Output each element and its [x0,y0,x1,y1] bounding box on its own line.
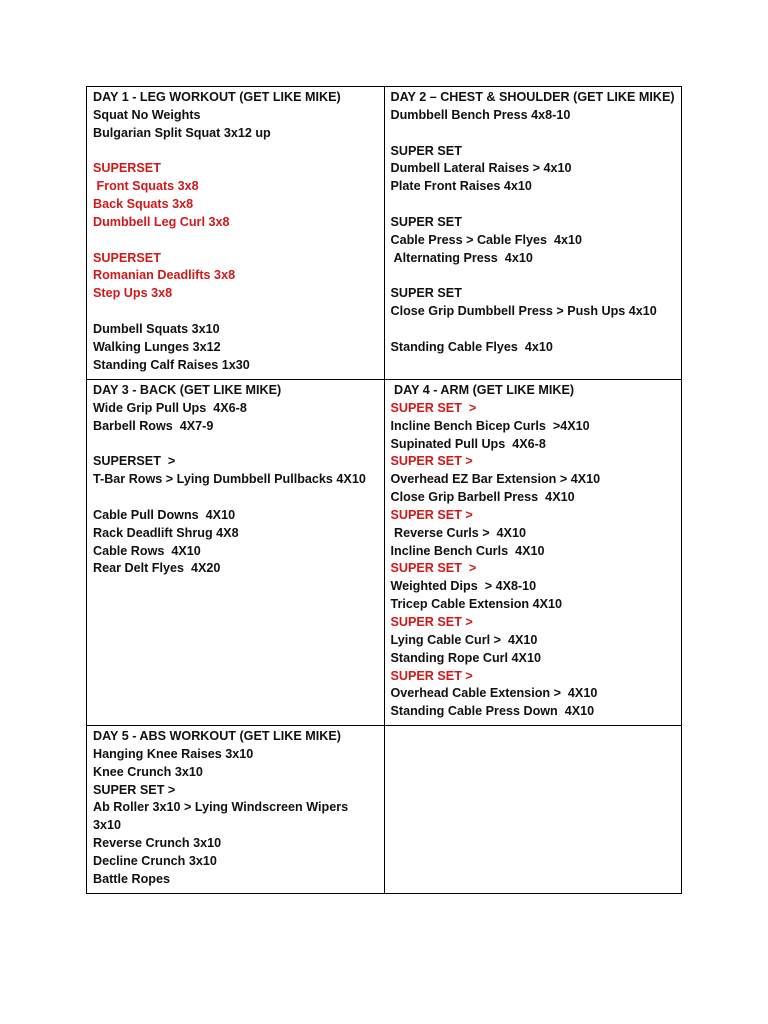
exercise-line: SUPERSET [93,250,161,265]
blank-line [93,489,378,507]
exercise-line: SUPERSET [93,161,161,176]
day-4-cell [384,380,682,726]
exercise-line: Romanian Deadlifts 3x8 [93,268,236,283]
exercise-line: Step Ups 3x8 [93,286,173,301]
exercise-line: Standing Rope Curl 4X10 [390,650,541,665]
exercise-line: Knee Crunch 3x10 [93,764,203,779]
exercise-line: Weighted Dips > 4X8-10 [390,579,537,594]
exercise-line: Lying Cable Curl > 4X10 [390,632,538,647]
exercise-line: SUPER SET > [390,668,473,683]
exercise-line: Barbell Rows 4X7-9 [93,418,214,433]
exercise-line: Supinated Pull Ups 4X6-8 [390,436,546,451]
day-5-cell [87,726,385,894]
exercise-line: Wide Grip Pull Ups 4X6-8 [93,400,247,415]
exercise-line: Reverse Crunch 3x10 [93,836,222,851]
exercise-line: Dumbbell Bench Press 4x8-10 [390,107,571,122]
exercise-line: Front Squats 3x8 [93,179,199,194]
exercise-line: Overhead Cable Extension > 4X10 [390,686,598,701]
exercise-line: Tricep Cable Extension 4X10 [390,597,562,612]
blank-line [93,143,378,161]
exercise-line: Cable Pull Downs 4X10 [93,507,236,522]
exercise-line: Incline Bench Curls 4X10 [390,543,545,558]
exercise-line: Walking Lunges 3x12 [93,339,221,354]
exercise-line: SUPER SET > [390,400,477,415]
exercise-line: Dumbell Lateral Raises > 4x10 [390,161,572,176]
blank-line [391,125,676,143]
empty-cell [384,726,682,894]
exercise-line: Close Grip Barbell Press 4X10 [390,490,575,505]
exercise-line: Squat No Weights [93,107,201,122]
day-heading: DAY 5 - ABS WORKOUT (GET LIKE MIKE) [93,729,341,744]
blank-line [391,321,676,339]
exercise-line: Alternating Press 4x10 [390,250,533,265]
day-3-cell [87,380,385,726]
table-row [87,380,682,726]
table-row [87,726,682,894]
day-2-cell [384,87,682,380]
exercise-line: Standing Calf Raises 1x30 [93,357,250,372]
exercise-line: Close Grip Dumbbell Press > Push Ups 4x10 [390,304,657,319]
exercise-line: SUPER SET > [390,561,477,576]
exercise-line: Ab Roller 3x10 > Lying Windscreen Wipers 3x10 [93,800,349,833]
exercise-line: SUPER SET [390,214,462,229]
day-heading: DAY 2 – CHEST & SHOULDER (GET LIKE MIKE) [390,90,675,104]
exercise-line: Rack Deadlift Shrug 4X8 [93,525,239,540]
exercise-line: Cable Press > Cable Flyes 4x10 [390,232,582,247]
exercise-line: Standing Cable Flyes 4x10 [390,339,553,354]
exercise-line: Dumbell Squats 3x10 [93,321,220,336]
table-row [87,87,682,380]
exercise-line: Hanging Knee Raises 3x10 [93,746,254,761]
exercise-line: Reverse Curls > 4X10 [390,525,526,540]
day-heading: DAY 1 - LEG WORKOUT (GET LIKE MIKE) [93,90,341,104]
blank-line [93,232,378,250]
exercise-line: SUPER SET > [93,782,176,797]
exercise-line: Plate Front Raises 4x10 [390,179,532,194]
exercise-line: SUPER SET > [390,454,473,469]
day-heading: DAY 4 - ARM (GET LIKE MIKE) [390,383,575,397]
exercise-line: SUPER SET > [390,614,473,629]
day-1-cell [87,87,385,380]
day-heading: DAY 3 - BACK (GET LIKE MIKE) [93,383,282,397]
workout-plan-table [86,86,682,894]
exercise-line: Decline Crunch 3x10 [93,853,217,868]
blank-line [391,196,676,214]
exercise-line: SUPER SET [390,143,462,158]
exercise-line: Rear Delt Flyes 4X20 [93,561,221,576]
exercise-line: Cable Rows 4X10 [93,543,201,558]
exercise-line: Battle Ropes [93,871,170,886]
exercise-line: SUPER SET [390,286,462,301]
exercise-line: Bulgarian Split Squat 3x12 up [93,125,271,140]
exercise-line: SUPERSET > [93,454,176,469]
workout-plan-page [86,86,682,894]
blank-line [391,267,676,285]
exercise-line: Back Squats 3x8 [93,197,194,212]
exercise-line: Overhead EZ Bar Extension > 4X10 [390,472,601,487]
blank-line [93,303,378,321]
exercise-line: Standing Cable Press Down 4X10 [390,704,595,719]
exercise-line: T-Bar Rows > Lying Dumbbell Pullbacks 4X10 [93,472,366,487]
exercise-line: Dumbbell Leg Curl 3x8 [93,214,230,229]
blank-line [93,436,378,454]
exercise-line: SUPER SET > [390,507,473,522]
exercise-line: Incline Bench Bicep Curls >4X10 [390,418,590,433]
